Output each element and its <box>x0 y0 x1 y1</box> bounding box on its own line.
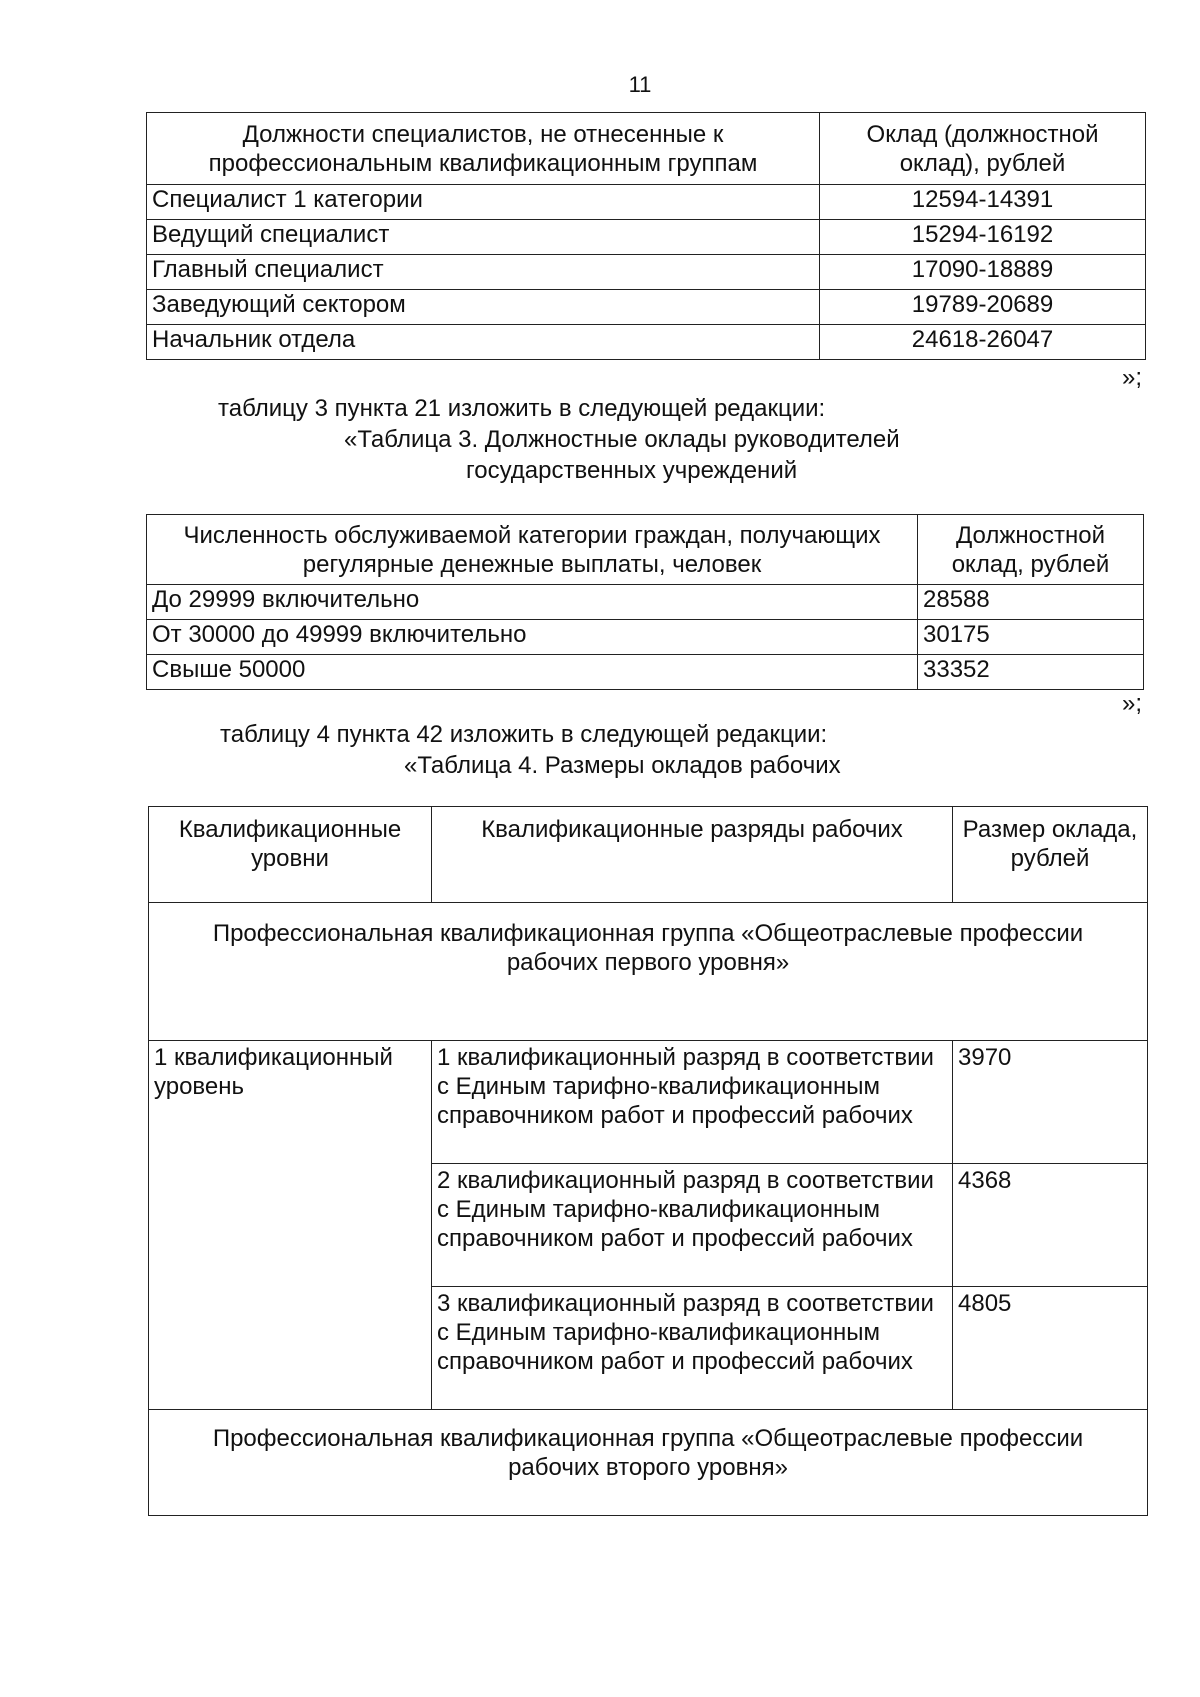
salary-cell: 17090-18889 <box>820 255 1146 290</box>
levels-header: Квалификационные уровни <box>149 807 432 903</box>
position-cell: Ведущий специалист <box>147 220 820 255</box>
salary-cell: 4805 <box>953 1287 1148 1410</box>
group-row <box>149 1410 1148 1516</box>
professional-group-cell: Профессиональная квалификационная группа «Общеотраслевые профессии рабочих первого уровня» <box>149 903 1148 1041</box>
managers-salary-table <box>146 514 1144 690</box>
closing-quote: »; <box>1122 364 1143 391</box>
table-row <box>147 290 1146 325</box>
table-row <box>147 585 1144 620</box>
instruction-text: таблицу 4 пункта 42 изложить в следующей редакции: <box>220 721 828 748</box>
position-header: Должности специалистов, не отнесенные к профессиональным квалификационным группам <box>147 113 820 185</box>
grades-header: Квалификационные разряды рабочих <box>432 807 953 903</box>
group-row <box>149 903 1148 1041</box>
workers-salary-table <box>148 806 1148 1516</box>
grade-cell: 1 квалификационный разряд в соответствии с Единым тарифно-квалификационным справочником работ и профессий рабочих <box>432 1041 953 1164</box>
salary-cell: 28588 <box>918 585 1144 620</box>
salary-header: Оклад (должностной оклад), рублей <box>820 113 1146 185</box>
table-row <box>147 620 1144 655</box>
position-cell: Главный специалист <box>147 255 820 290</box>
table-row <box>147 325 1146 360</box>
count-header: Численность обслуживаемой категории граждан, получающих регулярные денежные выплаты, человек <box>147 515 918 585</box>
salary-cell: 24618-26047 <box>820 325 1146 360</box>
table-title: «Таблица 4. Размеры окладов рабочих <box>404 752 841 779</box>
instruction-text: таблицу 3 пункта 21 изложить в следующей редакции: <box>218 395 826 422</box>
professional-group-cell: Профессиональная квалификационная группа «Общеотраслевые профессии рабочих второго уровня» <box>149 1410 1148 1516</box>
table-header-row <box>149 807 1148 903</box>
page-number: 11 <box>628 72 652 97</box>
specialists-salary-table <box>146 112 1146 360</box>
table-title-continued: государственных учреждений <box>466 457 798 484</box>
salary-cell: 15294-16192 <box>820 220 1146 255</box>
closing-quote: »; <box>1122 690 1143 717</box>
salary-cell: 30175 <box>918 620 1144 655</box>
count-cell: От 30000 до 49999 включительно <box>147 620 918 655</box>
count-cell: Свыше 50000 <box>147 655 918 690</box>
grade-cell: 2 квалификационный разряд в соответствии с Единым тарифно-квалификационным справочником работ и профессий рабочих <box>432 1164 953 1287</box>
table-row <box>147 220 1146 255</box>
grade-cell: 3 квалификационный разряд в соответствии с Единым тарифно-квалификационным справочником работ и профессий рабочих <box>432 1287 953 1410</box>
salary-cell: 4368 <box>953 1164 1148 1287</box>
salary-cell: 12594-14391 <box>820 185 1146 220</box>
table-row <box>147 185 1146 220</box>
count-cell: До 29999 включительно <box>147 585 918 620</box>
position-cell: Заведующий сектором <box>147 290 820 325</box>
table-header-row <box>147 113 1146 185</box>
qualification-level-cell: 1 квалификационный уровень <box>149 1041 432 1410</box>
table-row <box>147 255 1146 290</box>
position-cell: Начальник отдела <box>147 325 820 360</box>
salary-header: Должностной оклад, рублей <box>918 515 1144 585</box>
table-row <box>149 1041 1148 1164</box>
salary-cell: 3970 <box>953 1041 1148 1164</box>
salary-cell: 19789-20689 <box>820 290 1146 325</box>
salary-header: Размер оклада, рублей <box>953 807 1148 903</box>
table-header-row <box>147 515 1144 585</box>
salary-cell: 33352 <box>918 655 1144 690</box>
position-cell: Специалист 1 категории <box>147 185 820 220</box>
table-row <box>147 655 1144 690</box>
table-title: «Таблица 3. Должностные оклады руководителей <box>344 426 900 453</box>
